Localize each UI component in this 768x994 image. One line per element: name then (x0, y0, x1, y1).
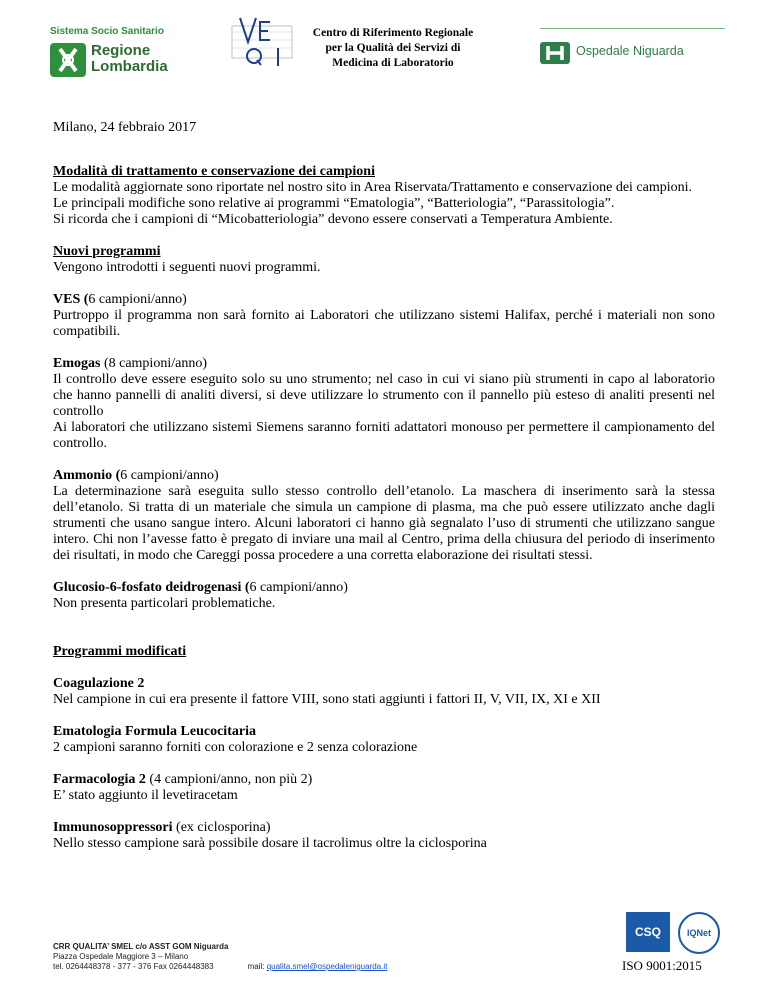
centro-line2: per la Qualità dei Servizi di (325, 42, 461, 54)
program-name: Coagulazione 2 (53, 676, 145, 691)
program-immunosoppressori (53, 820, 715, 852)
paragraph: Nello stesso campione sarà possibile dosare il tacrolimus oltre la ciclosporina (53, 836, 487, 851)
paragraph: Ai laboratori che utilizzano sistemi Siemens saranno forniti adattatori monouso per permettere il campionamento del controllo. (53, 420, 715, 451)
program-note: 6 campioni/anno) (249, 580, 348, 595)
footer-phone: tel. 0264448378 - 377 - 376 Fax 0264448383 (53, 962, 214, 971)
spacer (53, 628, 715, 644)
program-ves (53, 292, 715, 340)
paragraph: Il controllo deve essere eseguito solo su uno strumento; nel caso in cui vi siano più strumenti in capo al laboratorio che hanno pannelli di analiti diversi, si deve utilizzare lo strumento con il pannello più esteso di analiti presenti nel controllo (53, 372, 715, 419)
rl-line1: Regione (91, 42, 151, 59)
program-farmacologia (53, 772, 715, 804)
program-heading (53, 292, 715, 308)
program-note: (4 campioni/anno, non più 2) (145, 772, 313, 787)
program-heading (53, 772, 715, 788)
paragraph: Le principali modifiche sono relative ai programmi “Ematologia”, “Batteriologia”, “Parassitologia”. (53, 196, 615, 211)
iqnet-logo: IQNet (678, 912, 720, 954)
program-heading (53, 580, 715, 596)
program-name: VES ( (53, 292, 89, 307)
program-heading (53, 356, 715, 372)
section-trattamento (53, 164, 715, 228)
program-heading (53, 820, 715, 836)
regione-lombardia-logo (50, 26, 190, 76)
letter-body (53, 120, 715, 868)
centro-riferimento-title (308, 26, 478, 71)
footer-mail-link[interactable]: qualita.smel@ospedaleniguarda.it (266, 962, 388, 971)
section-title-trattamento: Modalità di trattamento e conservazione dei campioni (53, 164, 375, 179)
program-heading (53, 468, 715, 484)
program-g6pd (53, 580, 715, 612)
program-name: Farmacologia 2 (53, 772, 146, 787)
paragraph: Nel campione in cui era presente il fattore VIII, sono stati aggiunti i fattori II, V, VII, IX, XI e XII (53, 692, 601, 707)
page-header (0, 0, 768, 90)
program-coagulazione (53, 676, 715, 708)
program-note: (ex ciclosporina) (172, 820, 271, 835)
certification-logos (626, 912, 726, 952)
footer-mail-label: mail: (247, 962, 267, 971)
csq-logo: CSQ (626, 912, 670, 952)
rl-name (91, 43, 168, 75)
ssr-label: Sistema Socio Sanitario (50, 26, 164, 37)
program-name: Immunosoppressori (53, 820, 173, 835)
program-name: Glucosio-6-fosfato deidrogenasi ( (53, 580, 250, 595)
letter-date: Milano, 24 febbraio 2017 (53, 120, 197, 135)
niguarda-rule (540, 28, 725, 29)
section-title-nuovi: Nuovi programmi (53, 244, 161, 259)
page-footer (53, 942, 387, 972)
section-nuovi (53, 244, 715, 276)
centro-line3: Medicina di Laboratorio (332, 57, 454, 69)
paragraph: E’ stato aggiunto il levetiracetam (53, 788, 238, 803)
footer-contacts (53, 962, 387, 972)
program-ammonio (53, 468, 715, 564)
program-name: Ammonio ( (53, 468, 121, 483)
rl-line2: Lombardia (91, 58, 168, 75)
footer-org: CRR QUALITA’ SMEL c/o ASST GOM Niguarda (53, 942, 229, 951)
program-name: Ematologia Formula Leucocitaria (53, 724, 256, 739)
hospital-name: Ospedale Niguarda (576, 44, 684, 58)
lombardia-cross-icon (50, 43, 86, 77)
paragraph: Non presenta particolari problematiche. (53, 596, 276, 611)
program-name: Emogas (53, 356, 101, 371)
paragraph: Si ricorda che i campioni di “Micobatteriologia” devono essere conservati a Temperatura Ambiente. (53, 212, 613, 227)
program-note: 6 campioni/anno) (120, 468, 219, 483)
program-note: (8 campioni/anno) (100, 356, 207, 371)
paragraph: La determinazione sarà eseguita sullo stesso controllo dell’etanolo. La maschera di inserimento sarà la stessa dell’etanolo. Si tratta di un materiale che simula un campione di plasma, ma che può essere utilizzato anche dagli strumenti che usano sangue intero. Alcuni laboratori ci hanno già segnalato l’uso di strumenti che utilizzano sangue intero. Chi non l’avesse fatto è pregato di inviare una mail al Centro, prima della chiusura del periodo di inserimento dei risultati, in modo che Careggi possa procedere a una corretta elaborazione dei risultati stessi. (53, 484, 715, 563)
section-modificati (53, 644, 715, 660)
veqi-logo (226, 12, 306, 72)
paragraph: Le modalità aggiornate sono riportate nel nostro sito in Area Riservata/Trattamento e conservazione dei campioni. (53, 180, 693, 195)
niguarda-h-icon (540, 42, 570, 64)
section-title-modificati: Programmi modificati (53, 644, 187, 659)
iso-label: ISO 9001:2015 (622, 958, 702, 973)
ospedale-niguarda-logo (540, 28, 725, 68)
program-ematologia (53, 724, 715, 756)
program-note: 6 campioni/anno) (88, 292, 187, 307)
centro-line1: Centro di Riferimento Regionale (312, 27, 474, 39)
paragraph: Purtroppo il programma non sarà fornito ai Laboratori che utilizzano sistemi Halifax, perché i materiali non sono compatibili. (53, 308, 715, 339)
paragraph: Vengono introdotti i seguenti nuovi programmi. (53, 260, 321, 275)
paragraph: 2 campioni saranno forniti con colorazione e 2 senza colorazione (53, 740, 418, 755)
footer-address: Piazza Ospedale Maggiore 3 – Milano (53, 952, 189, 961)
program-emogas (53, 356, 715, 452)
